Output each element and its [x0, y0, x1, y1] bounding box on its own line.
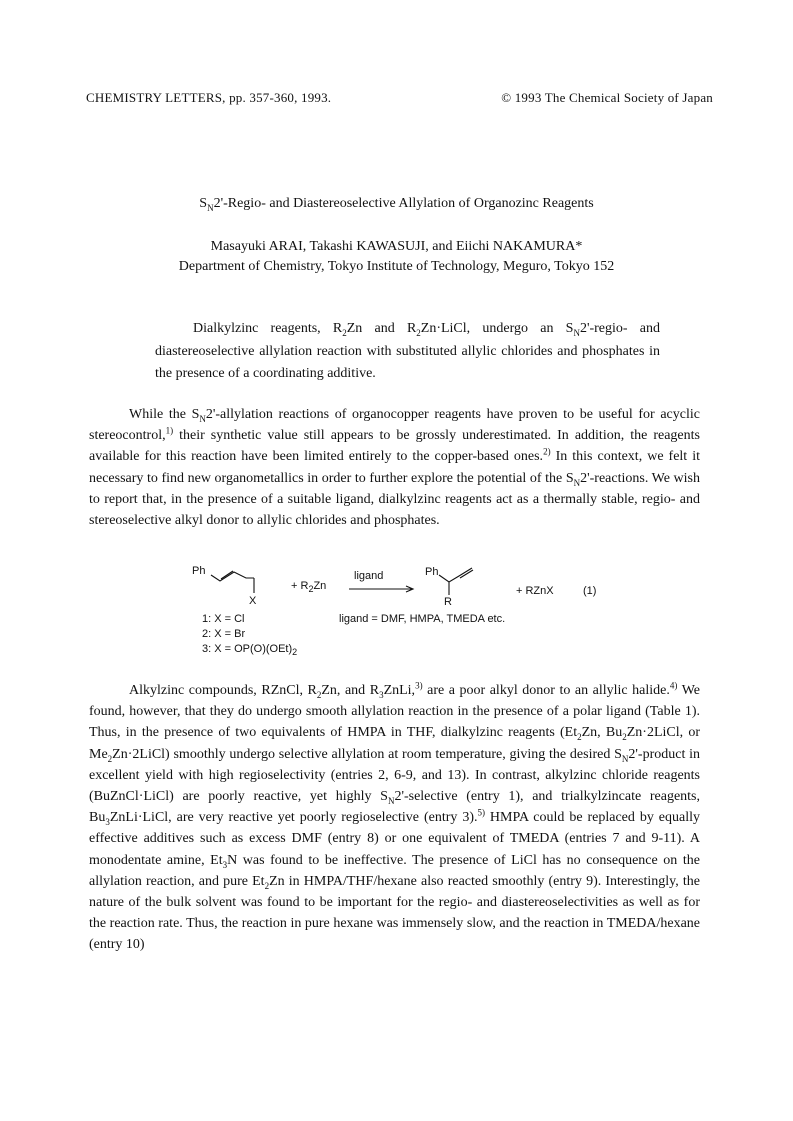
affiliation: Department of Chemistry, Tokyo Institute of Technology, Meguro, Tokyo 152 [178, 259, 615, 274]
journal-citation: CHEMISTRY LETTERS, pp. 357-360, 1993. [86, 90, 332, 105]
product-phenyl-label: Ph [425, 566, 439, 578]
compound-2-label: 2: X = Br [202, 628, 246, 640]
body-paragraph-1: While the $S_N2'$-allylation reactions of organocopper reagents have proven to be useful for acyclic stereocontrol,$^{1)}$ their synthetic value still appears to be grossly underestimated. In addition, the reagents available for this reaction have been limited entirely to the copper-based ones.$^{2)}$ In this context, we felt it necessary to find new organometallics in order to further explore the potential of the $S_N2'$-reactions. We wish to report that, in the presence of a suitable ligand, dialkylzinc reagents act as a thermally stable, regio- and stereoselective alkyl donor to allylic chlorides and phosphates. [89, 407, 701, 529]
compound-1-label: 1: X = Cl [202, 613, 245, 625]
reaction-scheme [188, 562, 618, 662]
copyright-notice: © 1993 The Chemical Society of Japan [501, 90, 713, 105]
body-paragraph-2: Alkylzinc compounds, RZnCl, $R_2Zn$, and $R_3ZnLi,^{3)}$ are a poor alkyl donor to an allylic halide.$^{4)}$ We found, however, that they do undergo smooth allylation reaction in the presence of a polar ligand (Table 1). Thus, in the presence of two equivalents of HMPA in THF, dialkylzinc reagents ($Et_2Zn$, $Bu_2Zn\cdot 2LiCl$, or $Me_2Zn\cdot 2LiCl$) smoothly undergo selective allylation at room temperature, giving the desired $S_N2'$-product in excellent yield with high regioselectivity (entries 2, 6-9, and 13). In contrast, alkylzinc chloride reagents (BuZnCl·LiCl) are poorly reactive, yet highly $S_N2'$-selective (entry 1), and trialkylzincate reagents, $Bu_3ZnLi\cdot LiCl$, are very reactive yet poorly regioselective (entry 3).$^{5)}$ HMPA could be replaced by equally effective additives such as excess DMF (entry 8) or one equivalent of TMEDA (entries 7 and 9-11). A monodentate amine, $Et_3N$ was found to be ineffective. The presence of LiCl has no consequence on the allylation reaction, and pure $Et_2Zn$ in HMPA/THF/hexane also reacted smoothly (entry 9). Interestingly, the nature of the bulk solvent was found to be important for the regio- and diastereoselectivities as well as for the reaction rate. Thus, the reaction in pure hexane was immensely slow, and the reaction in TMEDA/hexane (entry 10) [89, 680, 701, 953]
ligand-label: ligand [354, 570, 384, 582]
leaving-group-label: X [249, 595, 257, 607]
product-bond [439, 568, 472, 582]
phenyl-label: Ph [192, 565, 206, 577]
compound-3-label: 3: $X = OP(O)(OEt)_2$ [202, 643, 298, 658]
ligand-list: ligand = DMF, HMPA, TMEDA etc. [339, 613, 506, 625]
abstract: Dialkylzinc reagents, $R_2Zn$ and $R_2Zn\cdot LiCl$, undergo an $S_N2'-regio-$ and diastereoselective allylation reaction with substituted allylic chlorides and phosphates in the presence of a coordinating additive. [155, 321, 660, 381]
equation-number: (1) [583, 585, 597, 597]
reagent-label: + $R_2Zn$ [291, 580, 327, 595]
reactant-bond [211, 572, 254, 581]
paper-title: $S_N2'-Regio-$ and Diastereoselective Allylation of Organozinc Reagents [199, 196, 594, 213]
byproduct-label: + RZnX [516, 585, 554, 597]
author-list: Masayuki ARAI, Takashi KAWASUJI, and Eiichi NAKAMURA* [210, 239, 583, 254]
product-r-label: R [444, 596, 452, 608]
reactant-double-bond [221, 571, 233, 579]
